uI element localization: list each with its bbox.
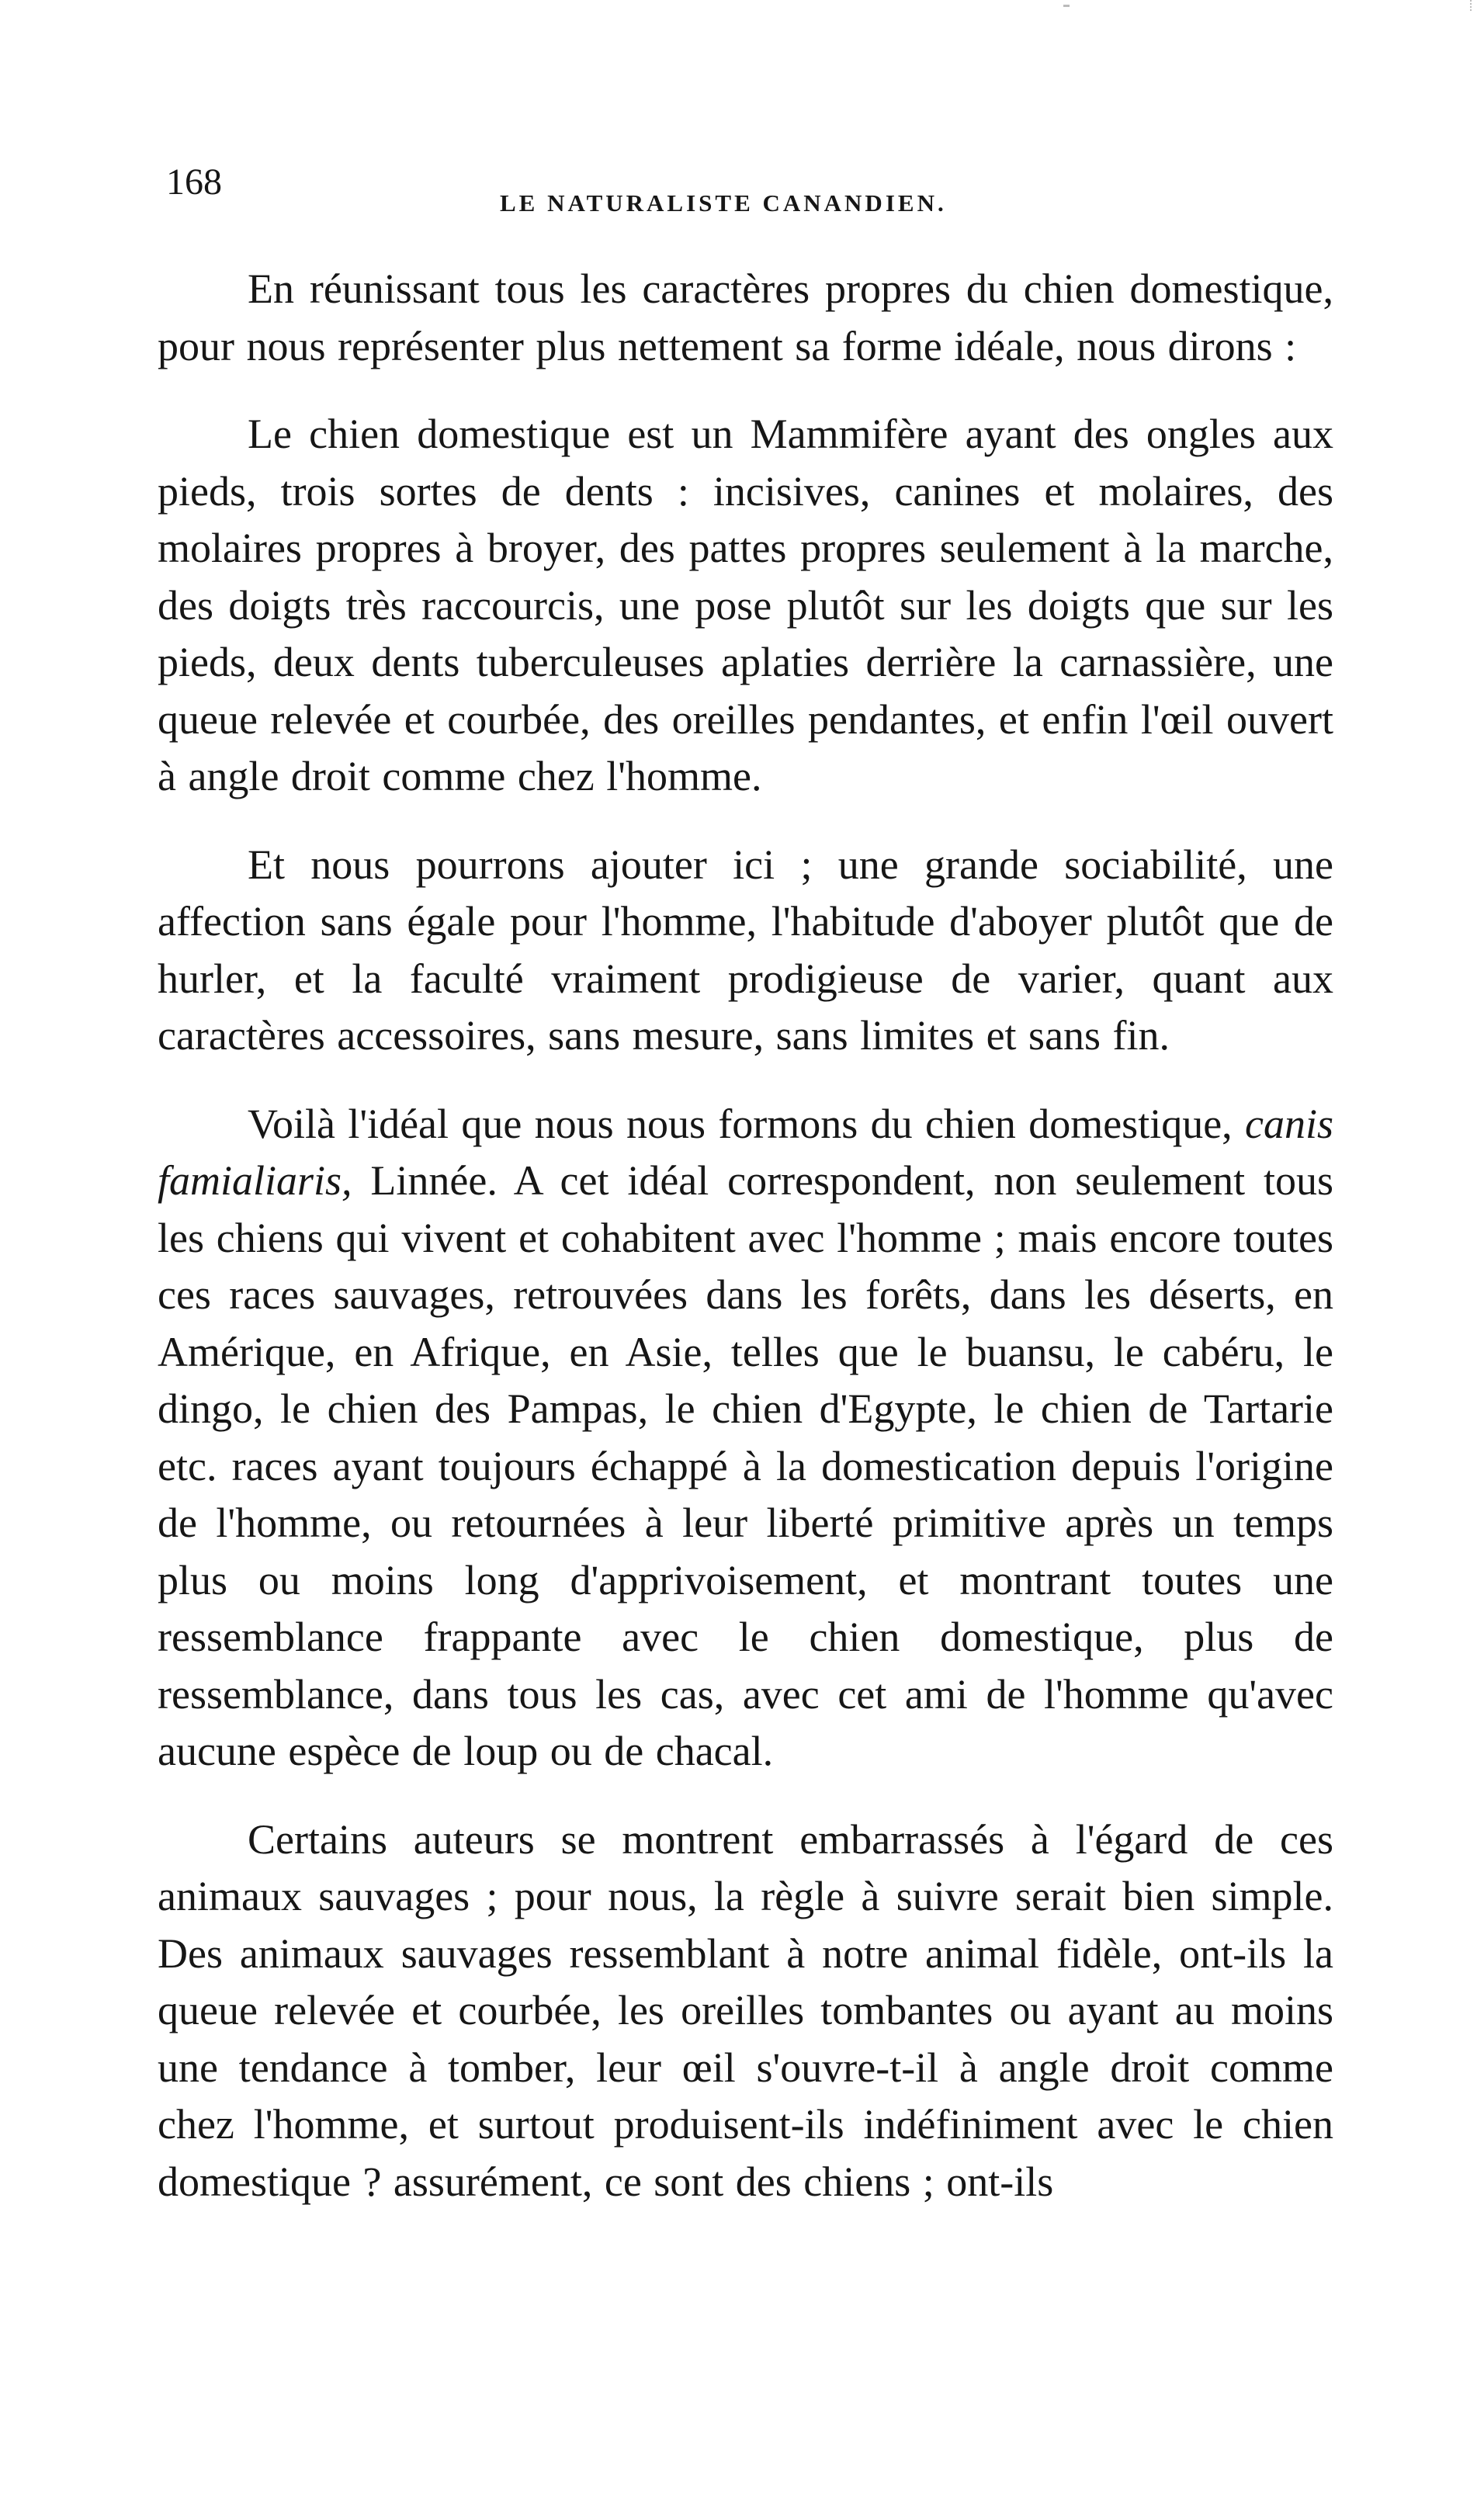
paragraph-1: En réunissant tous les caractères propres du chien domestique, pour nous représenter plus nettement sa forme idéale, nous dirons : — [158, 265, 1333, 369]
page-edge-mark — [1470, 0, 1478, 11]
journal-title: LE NATURALISTE CANANDIEN. — [500, 189, 947, 217]
running-head — [166, 160, 1338, 217]
paragraph-2: Le chien domestique est un Mammifère ayant des ongles aux pieds, trois sortes de dents : incisives, canines et molaires, des molaires propres à broyer, des pattes propres seulement à la marche, des doigts très raccourcis, une pose plutôt sur les doigts que sur les pieds, deux dents tuberculeuses aplaties derrière la carnassière, une queue relevée et courbée, des oreilles pendantes, et enfin l'œil ouvert à angle droit comme chez l'homme. — [158, 411, 1333, 799]
scan-speck — [1063, 5, 1070, 7]
paragraph-5: Certains auteurs se montrent embarrassés à l'égard de ces animaux sauvages ; pour nous, la règle à suivre serait bien simple. Des animaux sauvages ressemblant à notre animal fidèle, ont-ils la queue relevée et courbée, les oreilles tombantes ou ayant au moins une tendance à tomber, leur œil s'ouvre-t-il à angle droit comme chez l'homme, et surtout produisent-ils indéfiniment avec le chien domestique ? assurément, ce sont des chiens ; ont-ils — [158, 1815, 1333, 2205]
species-name: canis famialiaris, — [158, 1100, 1333, 1204]
paragraph-4 — [158, 1096, 1333, 1780]
paragraph-3: Et nous pourrons ajouter ici ; une grande sociabilité, une affection sans égale pour l'homme, l'habitude d'aboyer plutôt que de hurler, et la faculté vraiment prodigieuse de varier, quant aux caractères accessoires, sans mesure, sans limites et sans fin. — [158, 841, 1333, 1059]
body-text — [158, 261, 1333, 2210]
paragraph-4-lead: Voilà l'idéal que nous nous formons du chien domestique, — [248, 1100, 1245, 1147]
paragraph-4-rest: Linnée. A cet idéal correspondent, non seulement tous les chiens qui vivent et cohabitent avec l'homme ; mais encore toutes ces races sauvages, retrouvées dans les forêts, dans les déserts, en Amérique, en Afrique, en Asie, telles que le buansu, le cabéru, le dingo, le chien des Pampas, le chien d'Egypte, le chien de Tartarie etc. races ayant toujours échappé à la domestication depuis l'origine de l'homme, ou retournées à leur liberté primitive après un temps plus ou moins long d'apprivoisement, et montrant toutes une ressemblance frappante avec le chien domestique, plus de ressemblance, dans tous les cas, avec cet ami de l'homme qu'avec aucune espèce de loup ou de chacal. — [158, 1157, 1333, 1774]
page-number: 168 — [166, 161, 222, 203]
